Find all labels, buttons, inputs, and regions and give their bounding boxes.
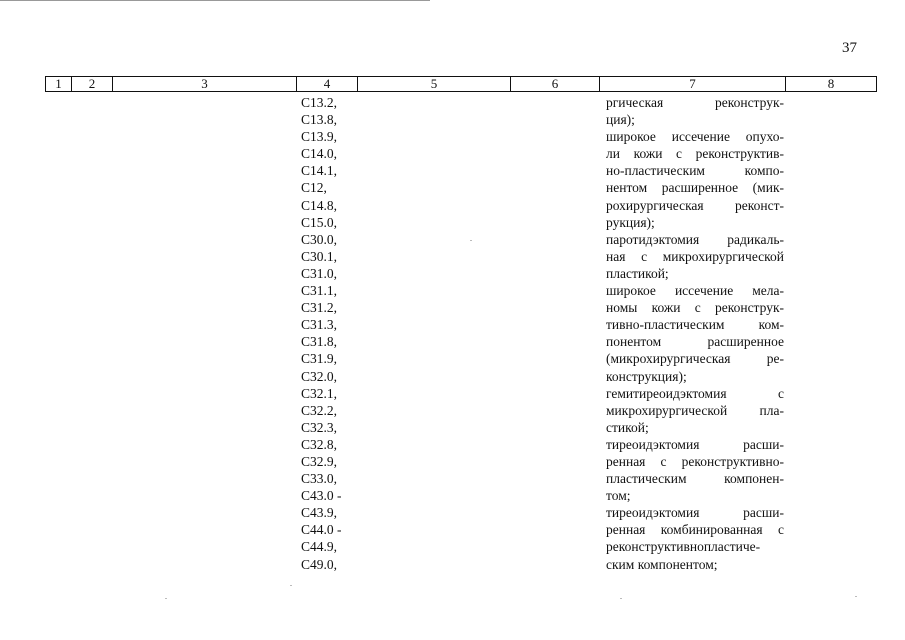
description-line: ция); bbox=[606, 112, 635, 128]
code-entry: C15.0, bbox=[301, 214, 338, 230]
description-line: реконструктивнопластиче- bbox=[606, 539, 761, 555]
code-entry: C13.8, bbox=[301, 112, 338, 128]
description-line: рукция); bbox=[606, 214, 655, 230]
code-entry: C32.3, bbox=[301, 419, 338, 435]
description-line: ренная комбинированная с bbox=[606, 522, 784, 538]
description-line: пластикой; bbox=[606, 265, 669, 281]
description-line: паротидэктомия радикаль- bbox=[606, 231, 784, 247]
code-entry: C31.9, bbox=[301, 351, 338, 367]
code-entry: C32.1, bbox=[301, 385, 338, 401]
description-line: ная с микрохирургической bbox=[606, 248, 784, 264]
scan-speck bbox=[165, 598, 167, 599]
code-entry: C31.1, bbox=[301, 283, 338, 299]
code-entry: C43.0 - bbox=[301, 488, 342, 504]
scan-speck bbox=[855, 596, 857, 597]
description-line: понентом расширенное bbox=[606, 334, 784, 350]
header-cell-8: 8 bbox=[827, 76, 835, 91]
description-line: гемитиреоидэктомия с bbox=[606, 385, 784, 401]
scan-speck bbox=[290, 585, 292, 586]
header-cell-2: 2 bbox=[72, 77, 113, 91]
treatment-description-column bbox=[606, 94, 784, 573]
header-cell-1: 1 bbox=[46, 77, 72, 91]
code-entry: C32.9, bbox=[301, 453, 338, 469]
diagnosis-codes-column bbox=[301, 94, 371, 573]
description-line: тивно-пластическим ком- bbox=[606, 317, 784, 333]
code-entry: C44.9, bbox=[301, 539, 338, 555]
code-entry: C30.0, bbox=[301, 231, 338, 247]
description-line: пластическим компонен- bbox=[606, 471, 784, 487]
description-line: но-пластическим компо- bbox=[606, 163, 784, 179]
description-line: ренная с реконструктивно- bbox=[606, 453, 784, 469]
header-cell-4: 4 bbox=[297, 77, 358, 91]
scan-speck bbox=[470, 240, 472, 241]
description-line: номы кожи с реконструк- bbox=[606, 300, 784, 316]
code-entry: C14.0, bbox=[301, 146, 338, 162]
code-entry: C43.9, bbox=[301, 505, 338, 521]
code-entry: C33.0, bbox=[301, 471, 338, 487]
description-line: ским компонентом; bbox=[606, 556, 718, 572]
description-line: конструкция); bbox=[606, 368, 687, 384]
code-entry: C30.1, bbox=[301, 248, 338, 264]
description-line: тиреоидэктомия расши- bbox=[606, 436, 784, 452]
code-entry: C31.2, bbox=[301, 300, 338, 316]
table-header-row bbox=[45, 76, 877, 92]
code-entry: C14.8, bbox=[301, 197, 338, 213]
code-entry: C49.0, bbox=[301, 556, 338, 572]
description-line: рохирургическая реконст- bbox=[606, 197, 784, 213]
code-entry: C14.1, bbox=[301, 163, 338, 179]
description-line: ргическая реконструк- bbox=[606, 95, 784, 110]
code-entry: C32.8, bbox=[301, 436, 338, 452]
code-entry: C31.0, bbox=[301, 265, 338, 281]
description-line: тиреоидэктомия расши- bbox=[606, 505, 784, 521]
description-line: микрохирургической пла- bbox=[606, 402, 784, 418]
code-entry: C32.0, bbox=[301, 368, 338, 384]
page-number: 37 bbox=[842, 40, 857, 56]
header-cell-6: 6 bbox=[511, 77, 600, 91]
scan-speck bbox=[620, 598, 622, 599]
code-entry: C32.2, bbox=[301, 402, 338, 418]
code-entry: C13.9, bbox=[301, 129, 338, 145]
header-cell-3: 3 bbox=[113, 77, 297, 91]
description-line: стикой; bbox=[606, 419, 649, 435]
header-cell-5: 5 bbox=[358, 77, 511, 91]
description-line: (микрохирургическая ре- bbox=[606, 351, 784, 367]
code-entry: C12, bbox=[301, 180, 327, 196]
top-rule bbox=[0, 0, 430, 1]
code-entry: C31.8, bbox=[301, 334, 338, 350]
description-line: нентом расширенное (мик- bbox=[606, 180, 784, 196]
description-line: широкое иссечение мела- bbox=[606, 283, 784, 299]
header-cell-7: 7 bbox=[600, 77, 786, 91]
description-line: том; bbox=[606, 488, 631, 504]
code-entry: C13.2, bbox=[301, 95, 338, 110]
description-line: ли кожи с реконструктив- bbox=[606, 146, 784, 162]
code-entry: C31.3, bbox=[301, 317, 338, 333]
code-entry: C44.0 - bbox=[301, 522, 342, 538]
description-line: широкое иссечение опухо- bbox=[606, 129, 784, 145]
